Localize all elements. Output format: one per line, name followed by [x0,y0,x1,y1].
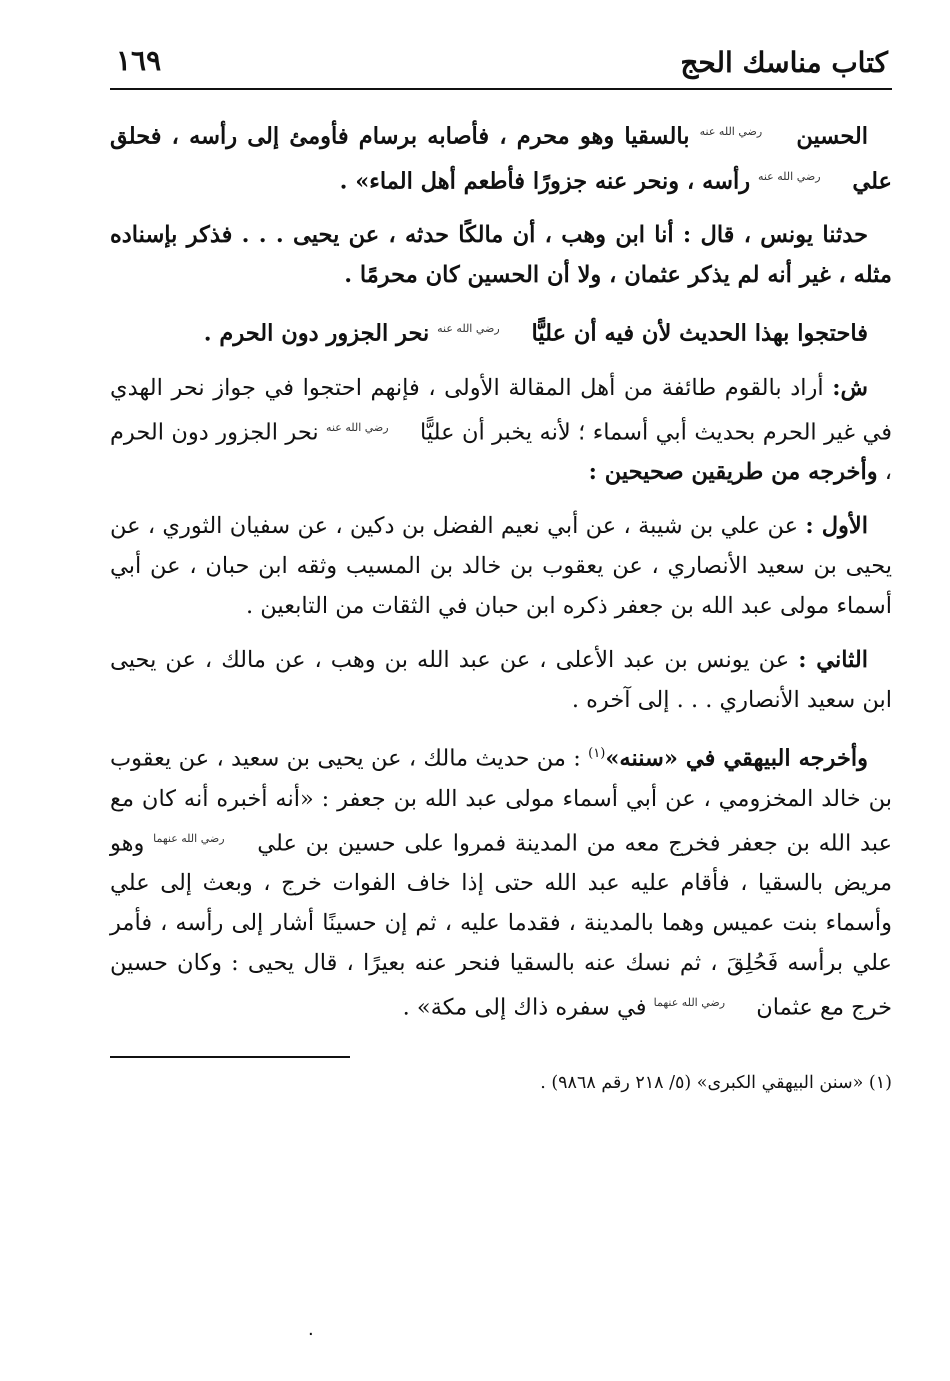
honorific-mark: رضي الله عنه [326,420,389,434]
paragraph-1 [110,112,892,201]
text-run: في سفره ذاك إلى مكة» . [402,994,647,1021]
honorific-mark: رضي الله عنهما [653,996,726,1009]
text-run: عن علي بن شيبة ، عن أبي نعيم الفضل بن دكين ، عن سفيان الثوري ، عن يحيى بن سعيد الأنصاري ، عن يعقوب بن خالد بن المسيب وثقه ابن حبان ، عن أبي أسماء مولى عبد الله بن جعفر ذكره ابن حبان في الثقات من التابعين . [110,513,892,619]
page-body [110,90,892,1098]
footnote-reference: (١) [588,746,606,761]
footnote-divider [110,1056,350,1058]
page-header [110,36,892,90]
paragraph-lead: ش: [832,374,868,401]
text-run: فاحتجوا بهذا الحديث لأن فيه أن عليًّا [531,320,868,347]
text-run: بالسقيا وهو محرم ، فأصابه برسام فأومئ إلى رأسه ، فحلق علي [110,123,892,194]
text-run: وهو مريض بالسقيا ، فأقام عليه عبد الله حتى إذا خاف الفوات خرج ، وبعث إلى علي وأسماء بنت عميس وهما بالمدينة ، فقدما عليه ، ثم إن حسينًا أشار إلى رأسه ، فأمر علي برأسه فَحُلِقَ ، ثم نسك عنه بالسقيا فنحر عنه بعيرًا ، قال يحيى : وكان حسين خرج مع عثمان [110,830,892,1021]
text-run: أراد بالقوم طائفة من أهل المقالة الأولى ، فإنهم احتجوا في جواز نحر الهدي في غير الحرم بحديث أبي أسماء ؛ لأنه يخبر أن عليًّا [110,374,892,445]
text-run: : من حديث مالك ، عن يحيى بن سعيد ، عن يعقوب بن خالد المخزومي ، عن أبي أسماء مولى عبد الله بن جعفر : «أنه أخبره أنه كان مع عبد الله بن جعفر فخرج معه من المدينة فمروا على حسين بن علي [110,745,893,856]
text-run: نحر الجزور دون الحرم ، [110,419,892,485]
paragraph-4 [110,368,892,493]
text-run: عن يونس بن عبد الأعلى ، عن عبد الله بن وهب ، عن مالك ، عن يحيى ابن سعيد الأنصاري . . . إلى آخره . [110,647,892,713]
paragraph-3 [110,309,892,354]
honorific-mark: رضي الله عنه [437,322,500,335]
footnote: (١) «سنن البيهقي الكبرى» (٥/ ٢١٨ رقم ٩٨٦٨) . [540,1072,892,1093]
honorific-mark: رضي الله عنه [699,125,763,138]
paragraph-5 [110,506,892,626]
stray-mark: ٠ [306,1323,316,1344]
text-run: وأخرجه من طريقين صحيحين : [588,459,878,485]
honorific-mark: رضي الله عنه [757,169,821,183]
text-run: رأسه ، ونحر عنه جزورًا فأطعم أهل الماء» . [339,168,751,194]
text-run: الحسين [796,123,868,150]
page-number: ١٦٩ [116,44,162,77]
book-page [110,36,892,1346]
running-title: كتاب مناسك الحج [680,46,888,79]
paragraph-lead: الثاني : [798,647,868,673]
paragraph-7 [110,734,892,1028]
paragraph-lead: الأول : [805,513,868,539]
paragraph-6 [110,640,892,720]
text-run: نحر الجزور دون الحرم . [203,320,430,347]
paragraph-lead: وأخرجه البيهقي في «سننه» [605,745,868,772]
paragraph-2: حدثنا يونس ، قال : أنا ابن وهب ، أن مالكًا حدثه ، عن يحيى . . . فذكر بإسناده مثله ، غير أنه لم يذكر عثمان ، ولا أن الحسين كان محرمًا . [110,222,892,288]
honorific-mark: رضي الله عنهما [153,831,225,845]
